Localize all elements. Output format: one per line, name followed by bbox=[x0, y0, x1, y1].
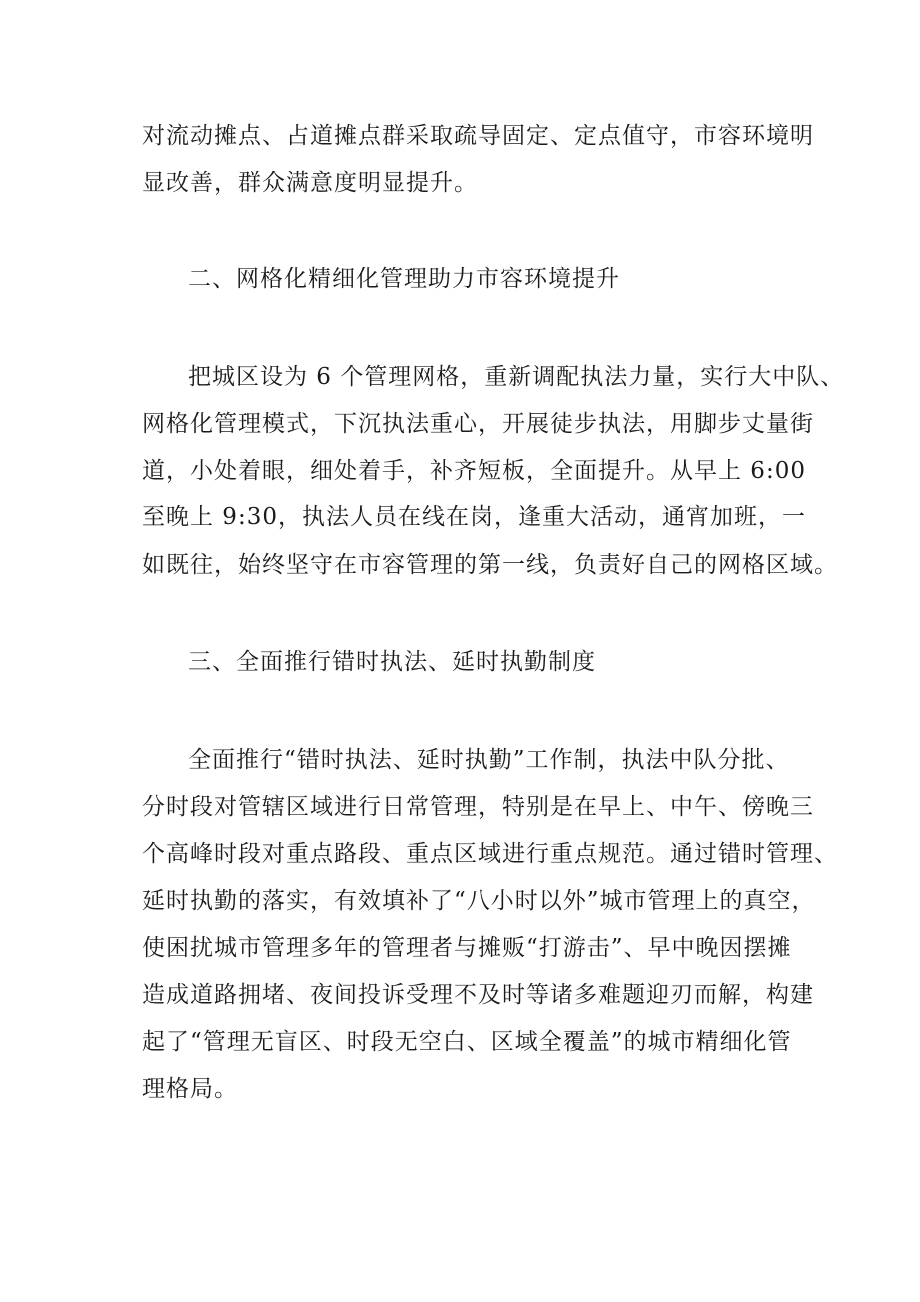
paragraph-line: 造成道路拥堵、夜间投诉受理不及时等诸多难题迎刃而解，构建 bbox=[142, 982, 814, 1008]
paragraph-line: 显改善，群众满意度明显提升。 bbox=[142, 170, 478, 196]
paragraph-line: 个高峰时段对重点路段、重点区域进行重点规范。通过错时管理、 bbox=[142, 841, 838, 867]
paragraph-line: 理格局。 bbox=[142, 1076, 238, 1102]
paragraph-line: 全面推行“错时执法、延时执勤”工作制，执法中队分批、 bbox=[188, 747, 790, 773]
section-heading-3: 三、全面推行错时执法、延时执勤制度 bbox=[188, 649, 596, 675]
paragraph-line: 道，小处着眼，细处着手，补齐短板，全面提升。从早上 6:00 bbox=[142, 458, 806, 484]
paragraph-line: 至晚上 9:30，执法人员在线在岗，逢重大活动，通宵加班，一 bbox=[142, 504, 806, 530]
section-heading-2: 二、网格化精细化管理助力市容环境提升 bbox=[188, 266, 620, 292]
paragraph-line: 延时执勤的落实，有效填补了“八小时以外”城市管理上的真空， bbox=[142, 888, 816, 914]
paragraph-line: 对流动摊点、占道摊点群采取疏导固定、定点值守，市容环境明 bbox=[142, 123, 814, 149]
paragraph-line: 起了“管理无盲区、时段无空白、区域全覆盖”的城市精细化管 bbox=[142, 1029, 792, 1055]
paragraph-line: 网格化管理模式，下沉执法重心，开展徒步执法，用脚步丈量街 bbox=[142, 411, 814, 437]
paragraph-line: 把城区设为 6 个管理网格，重新调配执法力量，实行大中队、 bbox=[188, 364, 845, 390]
paragraph-line: 如既往，始终坚守在市容管理的第一线，负责好自己的网格区域。 bbox=[142, 552, 838, 578]
paragraph-line: 使困扰城市管理多年的管理者与摊贩“打游击”、早中晚因摆摊 bbox=[142, 935, 792, 961]
paragraph-line: 分时段对管辖区域进行日常管理，特别是在早上、中午、傍晚三 bbox=[142, 794, 814, 820]
